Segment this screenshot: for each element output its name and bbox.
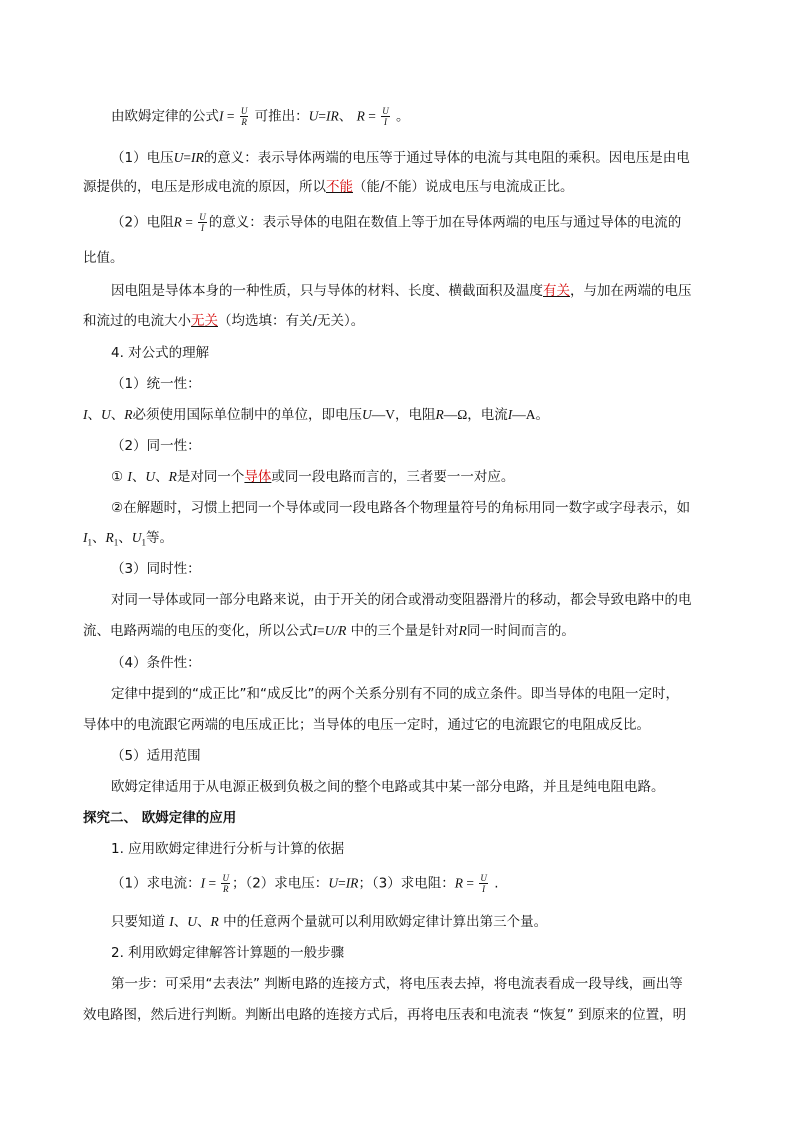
text-line-5: 比值。 — [83, 250, 124, 266]
text-line-6 — [111, 281, 692, 301]
answer-red: 导体 — [244, 469, 272, 485]
text: 是对同一个 — [176, 469, 245, 485]
symbol-u-over-r: U/R — [324, 623, 347, 638]
text-line-20: 导体中的电流跟它两端的电压成正比；当导体的电压一定时，通过它的电流跟它的电阻成反比。 — [83, 717, 650, 733]
text: 。 — [535, 407, 550, 423]
text-line-17 — [83, 621, 575, 641]
text: （1）求电流： — [111, 875, 201, 892]
unit-ohm: —Ω — [443, 407, 468, 422]
symbol-r: R — [173, 214, 182, 230]
text: 可推出： — [250, 108, 309, 125]
text: 等。 — [146, 530, 173, 546]
text: ① — [111, 469, 128, 485]
fraction-u-over-i — [381, 106, 390, 127]
text: （1）电压 — [111, 150, 174, 166]
denominator: R — [241, 117, 247, 127]
text: 中的三个量是针对 — [346, 623, 459, 639]
text-line-28: 效电路图，然后进行判断。判断出电路的连接方式后，再将电压表和电流表 “恢复” 到原来的位置，明 — [83, 1007, 687, 1023]
symbol-i: I — [169, 914, 174, 929]
section-heading: 探究二、 欧姆定律的应用 — [83, 810, 237, 826]
denominator: R — [222, 884, 229, 894]
symbol-i: I — [507, 407, 513, 422]
text-line-16: 对同一导体或同一部分电路来说，由于开关的闭合或滑动变阻器滑片的移动，都会导致电路中的电 — [111, 592, 692, 608]
text-line-22: 欧姆定律适用于从电源正极到负极之间的整个电路或其中某一部分电路，并且是纯电阻电路。 — [111, 779, 665, 795]
symbol-r: R — [168, 469, 177, 484]
text: 、 — [87, 407, 101, 423]
text: 和流过的电流大小 — [83, 313, 191, 329]
text: 、 — [173, 914, 188, 930]
text: 。 — [391, 108, 410, 125]
symbol-u: U — [308, 108, 319, 124]
text: 只要知道 — [111, 914, 170, 930]
symbol-i: I — [127, 469, 132, 484]
text: ；（2）求电压： — [231, 875, 329, 892]
answer-red: 不能 — [326, 179, 353, 195]
unit-v: —V — [371, 407, 395, 422]
text: ；（3）求电阻： — [358, 875, 455, 892]
symbol-r: R — [124, 407, 133, 422]
equals: = — [181, 214, 197, 230]
text-line-10 — [83, 405, 549, 425]
fraction-u-over-r — [221, 873, 230, 894]
numerator: U — [480, 873, 487, 883]
text-line-8: 4. 对公式的理解 — [111, 345, 210, 361]
text: 、 — [338, 108, 357, 125]
text: 同一时间而言的。 — [466, 623, 575, 639]
text-line-25 — [111, 912, 547, 932]
symbol-i: I — [219, 108, 224, 124]
text: 流、电路两端的电压的变化，所以公式 — [83, 623, 313, 639]
text: 、 — [131, 469, 146, 485]
numerator: U — [222, 873, 229, 883]
text: . — [489, 875, 499, 892]
text-line-18: （4）条件性： — [111, 655, 201, 671]
symbol-r: R — [458, 623, 467, 638]
answer-red: 无关 — [191, 313, 218, 329]
symbol-ir: IR — [190, 150, 204, 165]
text: ，电阻 — [395, 407, 436, 423]
text-line-21: （5）适用范围 — [111, 748, 201, 764]
symbol-r: R — [210, 914, 219, 929]
symbol-i: I — [83, 530, 88, 545]
text: （2）电阻 — [111, 214, 174, 231]
text: 或同一段电路而言的，三者要一一对应。 — [271, 469, 515, 485]
fraction-u-over-r — [240, 106, 249, 127]
text: 、 — [197, 914, 211, 930]
denominator: I — [200, 223, 204, 233]
text-line-12 — [111, 467, 514, 487]
numerator: U — [199, 212, 206, 222]
symbol-u: U — [145, 469, 156, 484]
equals: = — [364, 108, 380, 124]
text: （能/不能）说成电压与电流成正比。 — [353, 179, 574, 195]
symbol-u: U — [173, 150, 184, 165]
text: （均选填：有关/无关）。 — [218, 313, 365, 329]
text: 因电阻是导体本身的一种性质，只与导体的材料、长度、横截面积及温度 — [111, 283, 543, 299]
equals: = — [183, 150, 191, 165]
text-line-26: 2. 利用欧姆定律解答计算题的一般步骤 — [111, 945, 345, 961]
equals: = — [205, 875, 220, 891]
denominator: I — [482, 884, 486, 894]
fraction-u-over-i — [198, 212, 207, 233]
symbol-r: R — [356, 108, 365, 124]
equals: = — [223, 108, 238, 124]
text-line-3 — [83, 177, 574, 197]
symbol-u: U — [101, 407, 111, 422]
text-line-14 — [83, 528, 173, 553]
text-line-1 — [111, 106, 410, 127]
symbol-u: U — [131, 530, 142, 545]
text-line-4 — [111, 212, 681, 233]
text-line-23: 1. 应用欧姆定律进行分析与计算的依据 — [111, 841, 345, 857]
text-line-19: 定律中提到的“成正比”和“成反比”的两个关系分别有不同的成立条件。即当导体的电阻一定时， — [111, 686, 679, 702]
subscript: 1 — [141, 537, 146, 548]
subscript: 1 — [87, 537, 92, 548]
text: 、 — [118, 530, 132, 546]
text: 必须使用国际单位制中的单位，即电压 — [132, 407, 362, 423]
symbol-i: I — [83, 407, 88, 422]
text: 、 — [110, 407, 125, 423]
symbol-u: U — [362, 407, 372, 422]
text: 源提供的，电压是形成电流的原因，所以 — [83, 179, 326, 195]
symbol-u: U — [328, 875, 339, 891]
symbol-r: R — [105, 530, 114, 545]
text-line-11: （2）同一性： — [111, 438, 201, 454]
equals: = — [317, 623, 325, 638]
text: 中的任意两个量就可以利用欧姆定律计算出第三个量。 — [218, 914, 548, 930]
symbol-ir: IR — [326, 108, 339, 124]
numerator: U — [240, 106, 248, 116]
text-line-7 — [83, 311, 364, 331]
denominator: I — [383, 117, 387, 127]
equals: = — [463, 875, 478, 891]
text: 的意义：表示导体两端的电压等于通过导体的电流与其电阻的乘积。因电压是由电 — [203, 150, 690, 166]
numerator: U — [382, 106, 389, 116]
text: ，与加在两端的电压 — [570, 283, 692, 299]
equals: = — [318, 108, 327, 124]
text-line-15: （3）同时性： — [111, 561, 201, 577]
symbol-u: U — [187, 914, 198, 929]
subscript: 1 — [113, 537, 119, 548]
symbol-r: R — [454, 875, 464, 891]
text: 由欧姆定律的公式 — [111, 108, 219, 125]
text-line-27: 第一步：可采用“去表法” 判断电路的连接方式，将电压表去掉，将电流表看成一段导线，画出等 — [111, 976, 683, 992]
symbol-i: I — [312, 623, 317, 638]
fraction-u-over-i — [479, 873, 488, 894]
answer-red: 有关 — [543, 283, 570, 299]
text-line-13: ②在解题时，习惯上把同一个导体或同一段电路各个物理量符号的角标用同一数字或字母表示，如 — [111, 500, 691, 516]
text: 、 — [155, 469, 169, 485]
symbol-r: R — [435, 407, 444, 422]
symbol-i: I — [200, 875, 206, 891]
text: ，电流 — [467, 407, 508, 423]
text: 的意义：表示导体的电阻在数值上等于加在导体两端的电压与通过导体的电流的 — [208, 214, 682, 231]
text-line-24 — [111, 873, 499, 894]
unit-a: —A — [512, 407, 536, 422]
symbol-ir: IR — [345, 875, 359, 891]
equals: = — [338, 875, 346, 891]
text-line-9: （1）统一性： — [111, 376, 201, 392]
text-line-2 — [111, 148, 690, 168]
text: 、 — [92, 530, 106, 546]
